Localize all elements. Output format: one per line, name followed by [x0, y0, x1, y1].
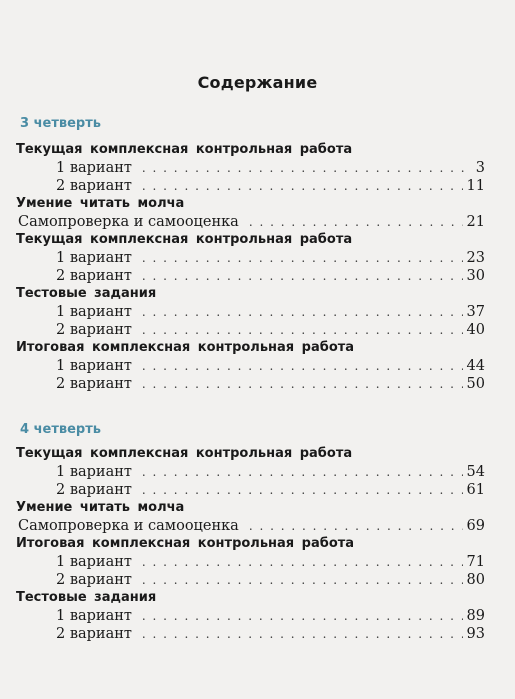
dot-leader: [142, 357, 463, 375]
toc-entry: [0, 517, 485, 535]
toc-entry-label: 2 вариант: [56, 268, 132, 284]
dot-leader: [142, 481, 463, 499]
toc-entry-label: 1 вариант: [56, 554, 132, 570]
toc-page-number: 93: [466, 626, 485, 642]
dot-leader: [142, 571, 463, 589]
toc-section-heading: Текущая комплексная контрольная работа: [16, 232, 353, 247]
toc-entry-label: Самопроверка и самооценка: [18, 518, 239, 534]
toc-entry-label: 1 вариант: [56, 304, 132, 320]
toc-entry-label: Самопроверка и самооценка: [18, 214, 239, 230]
toc-section-heading: Тестовые задания: [16, 590, 157, 605]
dot-leader: [142, 177, 463, 195]
dot-leader: [142, 375, 463, 393]
toc-page-number: 71: [466, 554, 485, 570]
toc-entry: [0, 625, 485, 643]
quarter-heading: 4 четверть: [20, 422, 101, 437]
toc-entry: [0, 481, 485, 499]
toc-page-number: 30: [466, 268, 485, 284]
toc-entry: [0, 571, 485, 589]
toc-entry-label: 1 вариант: [56, 358, 132, 374]
toc-page-number: 50: [466, 376, 485, 392]
toc-page-number: 23: [466, 250, 485, 266]
toc-page-number: 21: [466, 214, 485, 230]
toc-entry-label: 1 вариант: [56, 464, 132, 480]
dot-leader: [249, 213, 463, 231]
dot-leader: [142, 267, 463, 285]
toc-section-heading: Умение читать молча: [16, 500, 185, 515]
toc-section-heading: Текущая комплексная контрольная работа: [16, 142, 353, 157]
toc-entry-label: 2 вариант: [56, 178, 132, 194]
toc-section-heading: Тестовые задания: [16, 286, 157, 301]
toc-entry-label: 2 вариант: [56, 482, 132, 498]
dot-leader: [142, 321, 463, 339]
toc-entry-label: 2 вариант: [56, 626, 132, 642]
toc-entry: [0, 267, 485, 285]
toc-page-number: 89: [466, 608, 485, 624]
toc-entry: [0, 463, 485, 481]
toc-entry: [0, 607, 485, 625]
dot-leader: [142, 463, 463, 481]
toc-page-number: 69: [466, 518, 485, 534]
toc-entry: [0, 553, 485, 571]
toc-page-number: 44: [466, 358, 485, 374]
dot-leader: [142, 159, 472, 177]
toc-page-number: 11: [466, 178, 485, 194]
toc-entry: [0, 213, 485, 231]
toc-section-heading: Текущая комплексная контрольная работа: [16, 446, 353, 461]
toc-section-heading: Итоговая комплексная контрольная работа: [16, 340, 355, 355]
toc-entry-label: 2 вариант: [56, 572, 132, 588]
quarter-heading: 3 четверть: [20, 116, 101, 131]
toc-page-number: 3: [475, 160, 485, 176]
toc-page-number: 54: [466, 464, 485, 480]
toc-entry: [0, 357, 485, 375]
toc-entry: [0, 249, 485, 267]
page-title: Содержание: [197, 73, 318, 92]
dot-leader: [142, 303, 463, 321]
toc-entry-label: 1 вариант: [56, 250, 132, 266]
dot-leader: [142, 553, 463, 571]
toc-section-heading: Умение читать молча: [16, 196, 185, 211]
dot-leader: [142, 625, 463, 643]
toc-list: [0, 141, 515, 393]
dot-leader: [142, 249, 463, 267]
toc-entry-label: 1 вариант: [56, 608, 132, 624]
toc-entry: [0, 375, 485, 393]
dot-leader: [249, 517, 463, 535]
toc-page-number: 40: [466, 322, 485, 338]
toc-section-heading: Итоговая комплексная контрольная работа: [16, 536, 355, 551]
toc-page-number: 61: [466, 482, 485, 498]
toc-entry: [0, 177, 485, 195]
toc-entry-label: 1 вариант: [56, 160, 132, 176]
toc-list: [0, 445, 515, 643]
toc-entry-label: 2 вариант: [56, 376, 132, 392]
dot-leader: [142, 607, 463, 625]
toc-entry: [0, 303, 485, 321]
toc-entry: [0, 159, 485, 177]
toc-page-number: 37: [466, 304, 485, 320]
toc-entry: [0, 321, 485, 339]
toc-page-number: 80: [466, 572, 485, 588]
toc-entry-label: 2 вариант: [56, 322, 132, 338]
